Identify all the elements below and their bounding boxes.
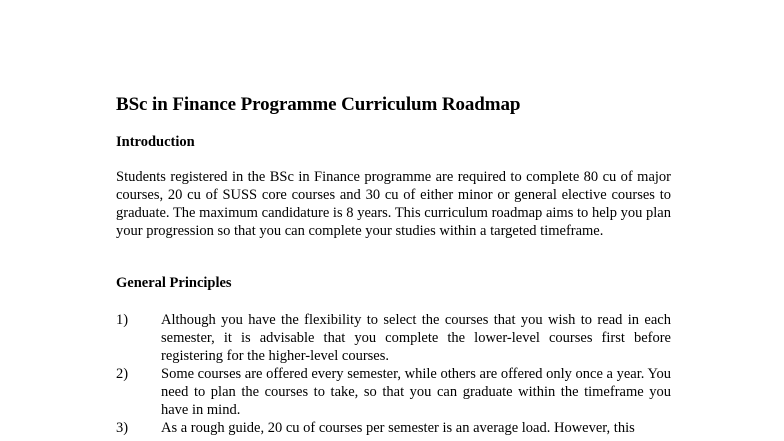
introduction-paragraph: Students registered in the BSc in Finance programme are required to complete 80 cu of major courses, 20 cu of SUSS core courses and 30 cu of either minor or general elective courses to graduate. The maximum candidature is 8 years. This curriculum roadmap aims to help you plan your progression so that you can complete your studies within a targeted timeframe. xyxy=(116,169,671,239)
list-item-number: 2) xyxy=(116,366,129,382)
list-item-text: Some courses are offered every semester, while others are offered only once a year. You need to plan the courses to take, so that you can graduate within the timeframe you have in mind. xyxy=(161,366,671,418)
list-item-text: As a rough guide, 20 cu of courses per semester is an average load. However, this xyxy=(161,420,635,436)
list-item-text: Although you have the flexibility to select the courses that you wish to read in each semester, it is advisable that you complete the lower-level courses first before registering for the higher-level courses. xyxy=(161,312,671,364)
list-item-number: 3) xyxy=(116,420,129,436)
list-item xyxy=(116,365,671,419)
document-title: BSc in Finance Programme Curriculum Roadmap xyxy=(116,94,521,115)
introduction-heading: Introduction xyxy=(116,134,195,150)
list-item-number: 1) xyxy=(116,312,129,328)
list-item xyxy=(116,311,671,365)
list-item xyxy=(116,419,671,437)
general-principles-heading: General Principles xyxy=(116,275,232,291)
principles-list xyxy=(116,311,671,437)
